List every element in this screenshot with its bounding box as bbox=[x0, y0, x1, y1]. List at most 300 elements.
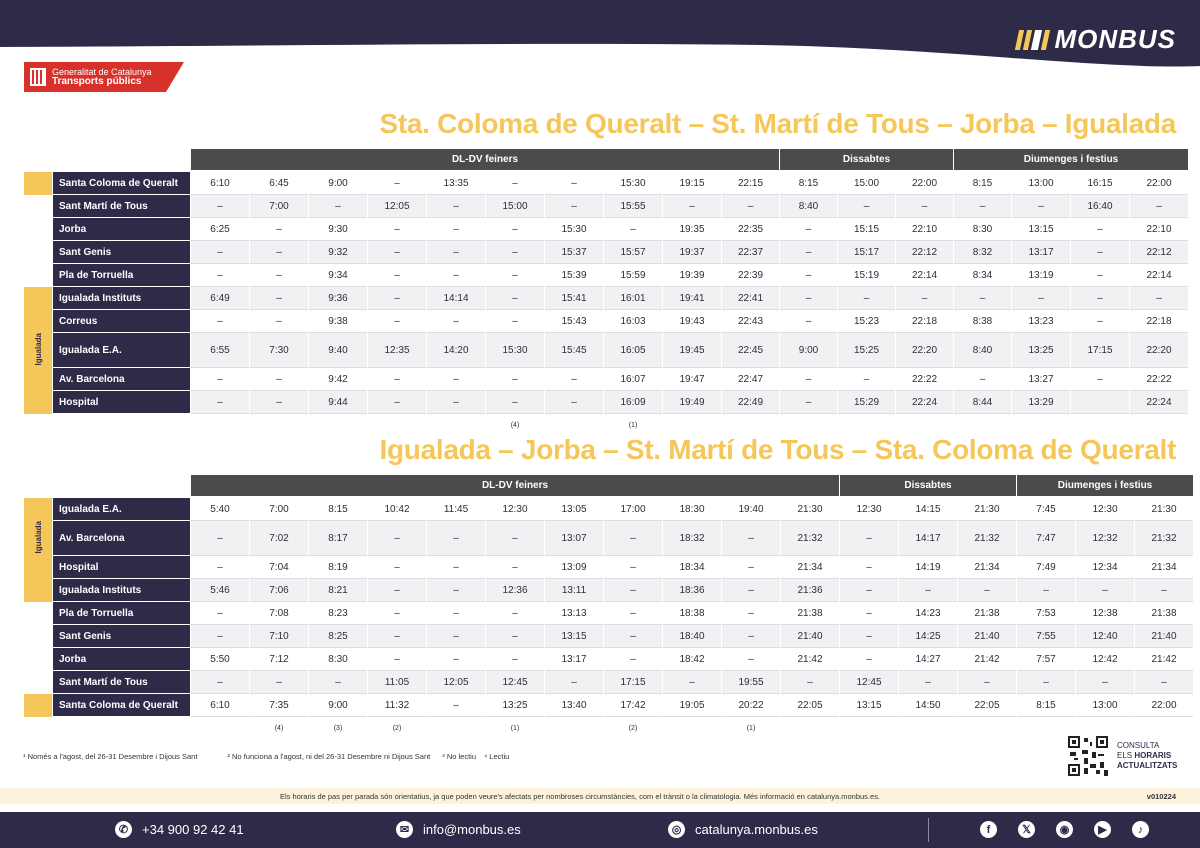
departure-time: 13:09 bbox=[545, 556, 603, 579]
departure-time: 18:42 bbox=[663, 648, 721, 671]
table-row bbox=[24, 521, 1193, 556]
logo-bars-icon bbox=[1015, 30, 1050, 50]
departure-time: 22:39 bbox=[722, 264, 779, 287]
trip-note: (3) bbox=[333, 724, 343, 732]
departure-time: 22:10 bbox=[896, 218, 953, 241]
group-header: DL-DV feiners bbox=[191, 149, 779, 170]
departure-time: – bbox=[604, 218, 662, 241]
departure-time: – bbox=[427, 694, 485, 717]
departure-time: 14:15 bbox=[899, 498, 957, 521]
departure-time: 22:43 bbox=[722, 310, 779, 333]
departure-time: – bbox=[486, 264, 544, 287]
departure-time: 9:00 bbox=[309, 172, 367, 195]
departure-time: 19:35 bbox=[663, 218, 721, 241]
departure-time: 8:21 bbox=[309, 579, 367, 602]
departure-time: 15:55 bbox=[604, 195, 662, 218]
stop-marker bbox=[24, 521, 52, 556]
trip-note bbox=[840, 717, 898, 739]
departure-time: 13:40 bbox=[545, 694, 603, 717]
departure-time: – bbox=[368, 218, 426, 241]
trip-note bbox=[545, 717, 603, 739]
departure-time: 15:57 bbox=[604, 241, 662, 264]
departure-time: – bbox=[368, 310, 426, 333]
group-header: Diumenges i festius bbox=[1017, 475, 1193, 496]
table-row bbox=[24, 694, 1193, 717]
departure-time: 22:45 bbox=[722, 333, 779, 368]
facebook-icon[interactable]: f bbox=[980, 821, 997, 838]
departure-time: 8:15 bbox=[780, 172, 837, 195]
departure-time: – bbox=[958, 579, 1016, 602]
departure-time: – bbox=[896, 195, 953, 218]
departure-time: 12:30 bbox=[840, 498, 898, 521]
departure-time: 9:40 bbox=[309, 333, 367, 368]
departure-time: 15:30 bbox=[604, 172, 662, 195]
departure-time: 14:19 bbox=[899, 556, 957, 579]
departure-time: 22:05 bbox=[781, 694, 839, 717]
departure-time: – bbox=[191, 368, 249, 391]
departure-time: 11:05 bbox=[368, 671, 426, 694]
group-header: Dissabtes bbox=[780, 149, 953, 170]
departure-time: – bbox=[1076, 671, 1134, 694]
departure-time: 8:34 bbox=[954, 264, 1011, 287]
qr-caption bbox=[1117, 741, 1177, 771]
monbus-logo bbox=[1017, 24, 1176, 55]
x-twitter-icon[interactable]: 𝕏 bbox=[1018, 821, 1035, 838]
departure-time: – bbox=[368, 391, 426, 414]
departure-time: – bbox=[486, 218, 544, 241]
departure-time: 15:25 bbox=[838, 333, 895, 368]
departure-time: 7:12 bbox=[250, 648, 308, 671]
departure-time: 10:42 bbox=[368, 498, 426, 521]
trip-note bbox=[309, 414, 367, 436]
departure-time: 14:25 bbox=[899, 625, 957, 648]
trip-note bbox=[663, 717, 721, 739]
departure-time: – bbox=[722, 556, 780, 579]
departure-time: 19:49 bbox=[663, 391, 721, 414]
departure-time: 7:02 bbox=[250, 521, 308, 556]
departure-time: – bbox=[899, 579, 957, 602]
departure-time: – bbox=[838, 195, 895, 218]
trip-note bbox=[781, 717, 839, 739]
departure-time: – bbox=[250, 287, 308, 310]
departure-time: – bbox=[954, 287, 1011, 310]
stop-marker bbox=[24, 579, 52, 602]
departure-time: 13:25 bbox=[486, 694, 544, 717]
departure-time: – bbox=[368, 556, 426, 579]
departure-time: 22:14 bbox=[1130, 264, 1188, 287]
departure-time: 21:40 bbox=[781, 625, 839, 648]
departure-time: 9:00 bbox=[780, 333, 837, 368]
departure-time: 21:40 bbox=[1135, 625, 1193, 648]
departure-time: 13:11 bbox=[545, 579, 603, 602]
departure-time: 9:30 bbox=[309, 218, 367, 241]
generalitat-badge bbox=[24, 62, 184, 92]
departure-time: 13:15 bbox=[840, 694, 898, 717]
departure-time: 18:34 bbox=[663, 556, 721, 579]
qr-line2-bold: HORARIS bbox=[1134, 751, 1172, 760]
departure-time: 12:05 bbox=[427, 671, 485, 694]
departure-time: – bbox=[1130, 195, 1188, 218]
timetable-return bbox=[23, 475, 1194, 739]
departure-time: – bbox=[368, 602, 426, 625]
departure-time: 15:30 bbox=[486, 333, 544, 368]
departure-time: 9:38 bbox=[309, 310, 367, 333]
stop-name: Correus bbox=[53, 310, 190, 333]
stop-name: Sant Martí de Tous bbox=[53, 671, 190, 694]
departure-time: 22:10 bbox=[1130, 218, 1188, 241]
departure-time: 21:40 bbox=[958, 625, 1016, 648]
disclaimer-text: Els horaris de pas per parada són orientatius, ja que poden veure's afectats per nombroses circumstàncies, com el trànsit o la climatologia. Més informació en catalunya.monbus.es. bbox=[279, 792, 881, 801]
departure-time: 12:34 bbox=[1076, 556, 1134, 579]
departure-time: – bbox=[250, 671, 308, 694]
trip-note bbox=[958, 717, 1016, 739]
table-row bbox=[24, 310, 1188, 333]
departure-time: 22:00 bbox=[1135, 694, 1193, 717]
departure-time: – bbox=[604, 602, 662, 625]
trip-note: (1) bbox=[628, 421, 638, 429]
departure-time: – bbox=[1017, 579, 1075, 602]
departure-time: 7:55 bbox=[1017, 625, 1075, 648]
web-address: catalunya.monbus.es bbox=[695, 822, 818, 837]
departure-time: – bbox=[838, 287, 895, 310]
departure-time: 17:00 bbox=[604, 498, 662, 521]
stop-marker bbox=[24, 368, 52, 391]
departure-time: 8:30 bbox=[954, 218, 1011, 241]
footnotes bbox=[23, 752, 509, 761]
departure-time: – bbox=[427, 241, 485, 264]
departure-time: – bbox=[486, 625, 544, 648]
departure-time: 9:34 bbox=[309, 264, 367, 287]
departure-time: – bbox=[191, 671, 249, 694]
departure-time: – bbox=[1012, 195, 1070, 218]
departure-time: 22:35 bbox=[722, 218, 779, 241]
departure-time: – bbox=[722, 521, 780, 556]
departure-time: 15:23 bbox=[838, 310, 895, 333]
departure-time: 8:15 bbox=[1017, 694, 1075, 717]
departure-time: 7:30 bbox=[250, 333, 308, 368]
stop-name: Av. Barcelona bbox=[53, 521, 190, 556]
departure-time: – bbox=[250, 218, 308, 241]
departure-time: 9:00 bbox=[309, 694, 367, 717]
departure-time: 15:00 bbox=[486, 195, 544, 218]
footnote-3: ³ No lectiu bbox=[442, 752, 476, 761]
stop-marker bbox=[24, 264, 52, 287]
departure-time: 22:20 bbox=[896, 333, 953, 368]
departure-time: – bbox=[722, 625, 780, 648]
table-row bbox=[24, 498, 1193, 521]
departure-time: – bbox=[840, 648, 898, 671]
qr-line1: CONSULTA bbox=[1117, 741, 1160, 750]
departure-time: – bbox=[309, 195, 367, 218]
departure-time: – bbox=[191, 556, 249, 579]
departure-time: 12:40 bbox=[1076, 625, 1134, 648]
table-row bbox=[24, 648, 1193, 671]
stop-marker bbox=[24, 172, 52, 195]
stop-name: Jorba bbox=[53, 648, 190, 671]
departure-time: – bbox=[250, 368, 308, 391]
departure-time: 7:53 bbox=[1017, 602, 1075, 625]
contact-bar bbox=[0, 812, 1200, 848]
departure-time: 8:15 bbox=[954, 172, 1011, 195]
stop-marker bbox=[24, 625, 52, 648]
departure-time: 22:14 bbox=[896, 264, 953, 287]
stop-marker bbox=[24, 648, 52, 671]
departure-time: – bbox=[250, 391, 308, 414]
departure-time: 16:01 bbox=[604, 287, 662, 310]
email-contact[interactable] bbox=[396, 821, 521, 838]
departure-time: 22:41 bbox=[722, 287, 779, 310]
departure-time: 22:24 bbox=[1130, 391, 1188, 414]
table-row bbox=[24, 172, 1188, 195]
departure-time: 19:47 bbox=[663, 368, 721, 391]
departure-time: – bbox=[780, 218, 837, 241]
departure-time: 7:45 bbox=[1017, 498, 1075, 521]
qr-code-icon[interactable] bbox=[1068, 736, 1108, 776]
stop-marker bbox=[24, 287, 52, 310]
departure-time: 16:15 bbox=[1071, 172, 1129, 195]
departure-time: 22:12 bbox=[1130, 241, 1188, 264]
departure-time: – bbox=[545, 391, 603, 414]
stop-marker bbox=[24, 241, 52, 264]
departure-time: 18:38 bbox=[663, 602, 721, 625]
stop-marker bbox=[24, 498, 52, 521]
departure-time: – bbox=[1017, 671, 1075, 694]
departure-time: – bbox=[780, 368, 837, 391]
departure-time: 22:18 bbox=[1130, 310, 1188, 333]
trip-note: (2) bbox=[392, 724, 402, 732]
departure-time: 19:43 bbox=[663, 310, 721, 333]
departure-time: 13:25 bbox=[1012, 333, 1070, 368]
trip-note: (1) bbox=[746, 724, 756, 732]
table-row bbox=[24, 368, 1188, 391]
instagram-icon[interactable]: ◉ bbox=[1056, 821, 1073, 838]
departure-time: – bbox=[899, 671, 957, 694]
table-row bbox=[24, 218, 1188, 241]
trip-note: (4) bbox=[510, 421, 520, 429]
departure-time: 18:36 bbox=[663, 579, 721, 602]
stop-name: Sant Genis bbox=[53, 625, 190, 648]
departure-time: 13:00 bbox=[1012, 172, 1070, 195]
departure-time: 8:17 bbox=[309, 521, 367, 556]
tiktok-icon[interactable]: ♪ bbox=[1132, 821, 1149, 838]
departure-time: – bbox=[663, 195, 721, 218]
igualada-zone-label: Igualada bbox=[33, 521, 43, 554]
departure-time: – bbox=[427, 264, 485, 287]
departure-time: – bbox=[838, 368, 895, 391]
departure-time: 22:12 bbox=[896, 241, 953, 264]
stop-name: Hospital bbox=[53, 391, 190, 414]
departure-time: 22:18 bbox=[896, 310, 953, 333]
departure-time: – bbox=[427, 648, 485, 671]
departure-time: 8:15 bbox=[309, 498, 367, 521]
departure-time: 17:15 bbox=[1071, 333, 1129, 368]
stop-name: Sant Genis bbox=[53, 241, 190, 264]
departure-time: 9:44 bbox=[309, 391, 367, 414]
departure-time: 6:25 bbox=[191, 218, 249, 241]
departure-time: – bbox=[427, 521, 485, 556]
stop-marker bbox=[24, 556, 52, 579]
departure-time: – bbox=[780, 241, 837, 264]
departure-time: – bbox=[486, 602, 544, 625]
departure-time: 7:04 bbox=[250, 556, 308, 579]
phone-contact[interactable] bbox=[115, 821, 244, 838]
table-row bbox=[24, 602, 1193, 625]
notes-row bbox=[24, 717, 1193, 739]
departure-time: – bbox=[191, 195, 249, 218]
group-header: Dissabtes bbox=[840, 475, 1016, 496]
departure-time: – bbox=[368, 579, 426, 602]
phone-icon: ✆ bbox=[115, 821, 132, 838]
departure-time: – bbox=[250, 241, 308, 264]
table-row bbox=[24, 579, 1193, 602]
departure-time: 8:32 bbox=[954, 241, 1011, 264]
youtube-icon[interactable]: ▶ bbox=[1094, 821, 1111, 838]
departure-time: – bbox=[1071, 241, 1129, 264]
departure-time: 13:29 bbox=[1012, 391, 1070, 414]
departure-time: – bbox=[781, 671, 839, 694]
timetable-outbound bbox=[23, 149, 1189, 436]
stop-marker bbox=[24, 195, 52, 218]
departure-time: 17:15 bbox=[604, 671, 662, 694]
departure-time: 15:43 bbox=[545, 310, 603, 333]
departure-time: 9:42 bbox=[309, 368, 367, 391]
departure-time: – bbox=[427, 556, 485, 579]
stop-name: Igualada Instituts bbox=[53, 579, 190, 602]
gencat-line2: Transports públics bbox=[52, 76, 142, 87]
table-row bbox=[24, 556, 1193, 579]
web-icon: ◎ bbox=[668, 821, 685, 838]
departure-time: 22:24 bbox=[896, 391, 953, 414]
departure-time: – bbox=[427, 391, 485, 414]
departure-time: 22:22 bbox=[1130, 368, 1188, 391]
departure-time: 13:35 bbox=[427, 172, 485, 195]
departure-time: 12:30 bbox=[1076, 498, 1134, 521]
departure-time: 21:38 bbox=[781, 602, 839, 625]
departure-time: 21:30 bbox=[781, 498, 839, 521]
departure-time: 5:40 bbox=[191, 498, 249, 521]
table-row bbox=[24, 333, 1188, 368]
departure-time: 13:05 bbox=[545, 498, 603, 521]
departure-time: 14:14 bbox=[427, 287, 485, 310]
departure-time: – bbox=[604, 625, 662, 648]
departure-time: 15:00 bbox=[838, 172, 895, 195]
stop-marker bbox=[24, 694, 52, 717]
trip-note: (1) bbox=[510, 724, 520, 732]
departure-time: 21:42 bbox=[781, 648, 839, 671]
table-row bbox=[24, 264, 1188, 287]
departure-time: – bbox=[780, 287, 837, 310]
departure-time: – bbox=[191, 241, 249, 264]
departure-time: – bbox=[191, 391, 249, 414]
departure-time: – bbox=[191, 264, 249, 287]
departure-time: – bbox=[191, 625, 249, 648]
departure-time: 14:50 bbox=[899, 694, 957, 717]
departure-time: 16:07 bbox=[604, 368, 662, 391]
departure-time: 22:49 bbox=[722, 391, 779, 414]
departure-time: – bbox=[250, 264, 308, 287]
departure-time: – bbox=[1071, 310, 1129, 333]
departure-time: 18:30 bbox=[663, 498, 721, 521]
departure-time: 20:22 bbox=[722, 694, 780, 717]
stop-name: Pla de Torruella bbox=[53, 602, 190, 625]
stop-name: Av. Barcelona bbox=[53, 368, 190, 391]
departure-time: – bbox=[545, 172, 603, 195]
departure-time: 13:17 bbox=[1012, 241, 1070, 264]
departure-time: 17:42 bbox=[604, 694, 662, 717]
departure-time: 21:32 bbox=[781, 521, 839, 556]
departure-time: 14:23 bbox=[899, 602, 957, 625]
departure-time: 21:42 bbox=[1135, 648, 1193, 671]
departure-time: 21:30 bbox=[1135, 498, 1193, 521]
departure-time: – bbox=[780, 264, 837, 287]
departure-time: 7:49 bbox=[1017, 556, 1075, 579]
departure-time: 15:59 bbox=[604, 264, 662, 287]
departure-time: – bbox=[427, 368, 485, 391]
departure-time: – bbox=[1135, 671, 1193, 694]
departure-time: 11:32 bbox=[368, 694, 426, 717]
departure-time: – bbox=[486, 287, 544, 310]
departure-time: 12:30 bbox=[486, 498, 544, 521]
trip-note bbox=[1017, 717, 1075, 739]
departure-time: 8:40 bbox=[780, 195, 837, 218]
departure-time: 6:10 bbox=[191, 172, 249, 195]
departure-time: 16:09 bbox=[604, 391, 662, 414]
departure-time: 13:17 bbox=[545, 648, 603, 671]
departure-time: 12:32 bbox=[1076, 521, 1134, 556]
footnote-1: ¹ Només a l'agost, del 26-31 Desembre i Dijous Sant bbox=[23, 752, 198, 761]
departure-time: – bbox=[486, 241, 544, 264]
departure-time: 11:45 bbox=[427, 498, 485, 521]
departure-time: – bbox=[780, 310, 837, 333]
departure-time: 8:19 bbox=[309, 556, 367, 579]
departure-time: 7:00 bbox=[250, 498, 308, 521]
stop-name: Igualada Instituts bbox=[53, 287, 190, 310]
web-contact[interactable] bbox=[668, 821, 818, 838]
logo-text: MONBUS bbox=[1054, 24, 1176, 54]
stop-name: Igualada E.A. bbox=[53, 333, 190, 368]
departure-time: – bbox=[191, 310, 249, 333]
departure-time: 21:32 bbox=[1135, 521, 1193, 556]
departure-time: 22:22 bbox=[896, 368, 953, 391]
departure-time: 7:57 bbox=[1017, 648, 1075, 671]
departure-time: 21:36 bbox=[781, 579, 839, 602]
departure-time: 19:37 bbox=[663, 241, 721, 264]
departure-time: 7:06 bbox=[250, 579, 308, 602]
departure-time: – bbox=[604, 648, 662, 671]
departure-time: 5:46 bbox=[191, 579, 249, 602]
departure-time: – bbox=[191, 602, 249, 625]
trip-note bbox=[191, 717, 249, 739]
departure-time: 21:34 bbox=[1135, 556, 1193, 579]
departure-time: 12:36 bbox=[486, 579, 544, 602]
departure-time: 9:32 bbox=[309, 241, 367, 264]
departure-time: 21:42 bbox=[958, 648, 1016, 671]
trip-note bbox=[899, 717, 957, 739]
departure-time: 19:15 bbox=[663, 172, 721, 195]
disclaimer-strip bbox=[0, 788, 1200, 804]
stop-name: Sant Martí de Tous bbox=[53, 195, 190, 218]
departure-time: 15:45 bbox=[545, 333, 603, 368]
departure-time: – bbox=[722, 195, 779, 218]
departure-time: 21:38 bbox=[958, 602, 1016, 625]
departure-time: 19:05 bbox=[663, 694, 721, 717]
departure-time: – bbox=[368, 368, 426, 391]
gencat-line1: Generalitat de Catalunya bbox=[52, 67, 152, 77]
departure-time: – bbox=[722, 648, 780, 671]
departure-time: 7:00 bbox=[250, 195, 308, 218]
departure-time: 8:23 bbox=[309, 602, 367, 625]
departure-time: – bbox=[250, 310, 308, 333]
